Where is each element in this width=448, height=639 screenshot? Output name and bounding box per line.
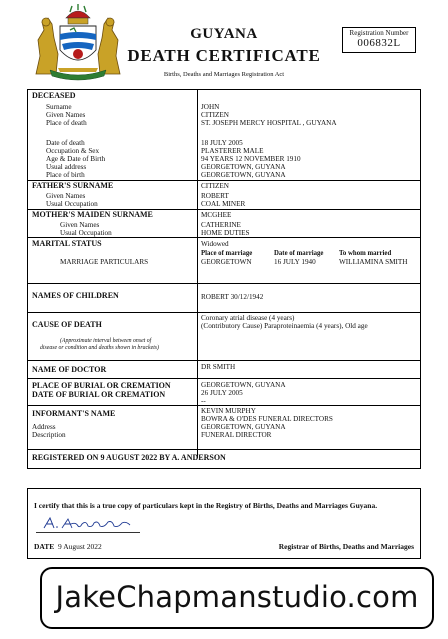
spouse-value: WILLIAMINA SMITH	[339, 258, 408, 266]
date-label: DATE	[34, 542, 55, 551]
place-of-death-label: Place of death	[46, 119, 87, 127]
children-heading: NAMES OF CHILDREN	[32, 291, 119, 300]
father-occupation-value: COAL MINER	[201, 200, 246, 208]
informant-address-1: BOWRA & O'DES FUNERAL DIRECTORS	[201, 415, 333, 423]
occupation-sex-label: Occupation & Sex	[46, 147, 100, 155]
cause-line-2: (Contributory Cause) Paraproteinaemia (4 years), Old age	[201, 322, 368, 330]
doctor-heading: NAME OF DOCTOR	[32, 365, 107, 374]
divider	[28, 360, 420, 361]
informant-address-2: GEORGETOWN, GUYANA	[201, 423, 286, 431]
given-names-label: Given Names	[46, 111, 86, 119]
father-given-names-label: Given Names	[46, 192, 86, 200]
age-dob-label: Age & Date of Birth	[46, 155, 106, 163]
informant-address-label: Address	[32, 423, 56, 431]
watermark-text: JakeChapmanstudio.com	[55, 580, 419, 614]
cause-line-1: Coronary atrial disease (4 years)	[201, 314, 295, 322]
certification-date	[34, 542, 102, 551]
burial-place-heading: PLACE OF BURIAL OR CREMATION	[32, 381, 171, 390]
burial-date-heading: DATE OF BURIAL OR CREMATION	[32, 390, 166, 399]
mother-heading: MOTHER'S MAIDEN SURNAME	[32, 210, 153, 219]
particulars-table	[27, 89, 421, 469]
children-value: ROBERT 30/12/1942	[201, 293, 264, 301]
divider	[28, 283, 420, 284]
date-of-marriage-value: 16 JULY 1940	[274, 258, 316, 266]
place-of-birth-value: GEORGETOWN, GUYANA	[201, 171, 286, 179]
watermark-banner	[40, 567, 434, 629]
registration-box	[342, 27, 416, 53]
doctor-value: DR SMITH	[201, 363, 236, 371]
column-divider	[197, 90, 198, 458]
usual-address-value: GEORGETOWN, GUYANA	[201, 163, 286, 171]
registered-line: REGISTERED ON 9 AUGUST 2022 BY A. ANDERSON	[32, 453, 226, 462]
surname-value: JOHN	[201, 103, 220, 111]
cause-heading: CAUSE OF DEATH	[32, 320, 102, 329]
divider	[28, 378, 420, 379]
given-names-value: CITIZEN	[201, 111, 229, 119]
informant-name-value: KEVIN MURPHY	[201, 407, 256, 415]
col-to-whom-married: To whom married	[339, 250, 392, 257]
father-occupation-label: Usual Occupation	[46, 200, 98, 208]
informant-description-value: FUNERAL DIRECTOR	[201, 431, 272, 439]
document-title: DEATH CERTIFICATE	[127, 46, 321, 65]
col-place-of-marriage: Place of marriage	[201, 250, 253, 257]
burial-dash: --	[201, 397, 206, 405]
date-value: 9 August 2022	[58, 542, 102, 551]
place-of-marriage-value: GEORGETOWN	[201, 258, 252, 266]
registration-number: 006832L	[357, 37, 401, 49]
act-subtitle: Births, Deaths and Marriages Registration Act	[163, 71, 285, 78]
cause-note-1: (Approximate interval between onset of	[60, 338, 152, 344]
burial-place-value: GEORGETOWN, GUYANA	[201, 381, 286, 389]
signature-icon	[42, 516, 137, 530]
burial-date-value: 26 JULY 2005	[201, 389, 243, 397]
place-of-birth-label: Place of birth	[46, 171, 85, 179]
mother-occupation-label: Usual Occupation	[60, 229, 112, 237]
deceased-heading: DECEASED	[32, 91, 76, 100]
informant-description-label: Description	[32, 431, 66, 439]
age-dob-value: 94 YEARS 12 NOVEMBER 1910	[201, 155, 301, 163]
country-heading: GUYANA	[190, 26, 258, 42]
mother-given-names-value: CATHERINE	[201, 221, 241, 229]
signature-line	[36, 532, 140, 533]
marriage-particulars-label: MARRIAGE PARTICULARS	[60, 258, 149, 266]
col-date-of-marriage: Date of marriage	[274, 250, 324, 257]
divider	[28, 449, 420, 450]
registrar-title: Registrar of Births, Deaths and Marriages	[278, 542, 414, 551]
mother-given-names-label: Given Names	[60, 221, 100, 229]
certification-box	[27, 488, 421, 559]
marital-status-value: Widowed	[201, 240, 229, 248]
occupation-sex-value: PLASTERER MALE	[201, 147, 264, 155]
mother-occupation-value: HOME DUTIES	[201, 229, 250, 237]
date-of-death-label: Date of death	[46, 139, 85, 147]
divider	[28, 405, 420, 406]
cause-note-2: disease or condition and deaths shown in brackets)	[40, 345, 159, 351]
marital-heading: MARITAL STATUS	[32, 239, 102, 248]
place-of-death-value: ST. JOSEPH MERCY HOSPITAL , GUYANA	[201, 119, 337, 127]
registration-label: Registration Number	[349, 29, 409, 37]
certification-statement: I certify that this is a true copy of particulars kept in the Registry of Births, Deaths and Marriages Guyana.	[34, 501, 378, 510]
father-surname-value: CITIZEN	[201, 182, 229, 190]
divider	[28, 312, 420, 313]
father-heading: FATHER'S SURNAME	[32, 181, 114, 190]
mother-surname-value: MCGHEE	[201, 211, 232, 219]
surname-label: Surname	[46, 103, 72, 111]
usual-address-label: Usual address	[46, 163, 87, 171]
informant-heading: INFORMANT'S NAME	[32, 409, 116, 418]
date-of-death-value: 18 JULY 2005	[201, 139, 243, 147]
father-given-names-value: ROBERT	[201, 192, 229, 200]
